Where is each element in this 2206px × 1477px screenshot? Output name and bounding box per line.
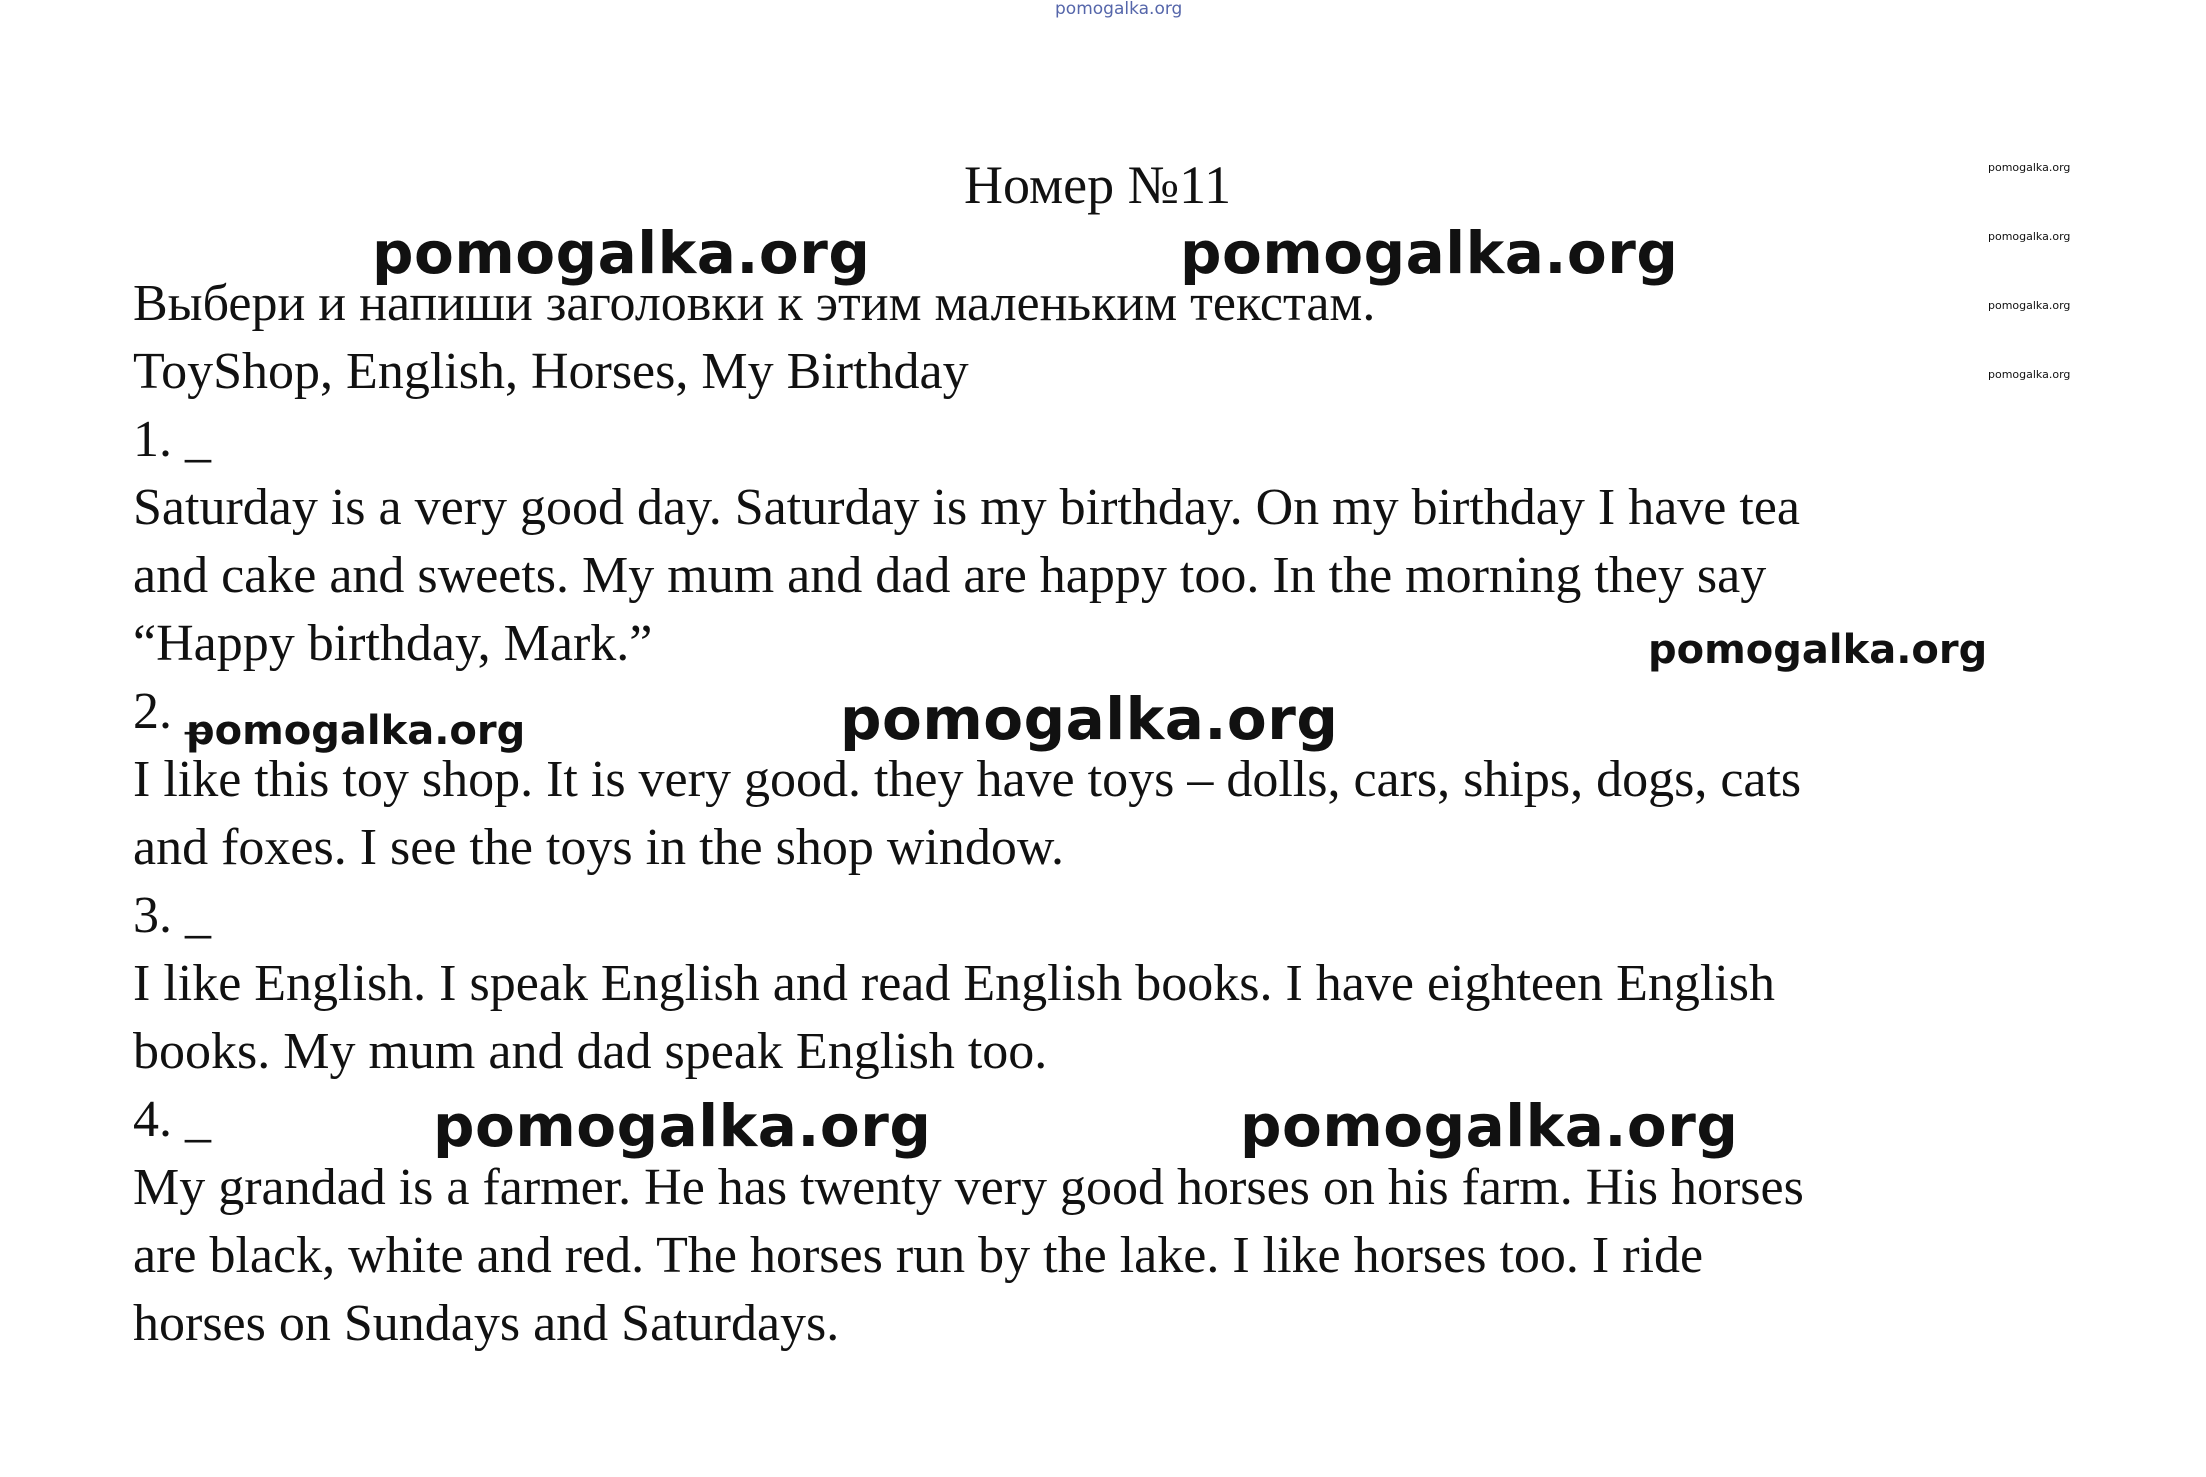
item-3-number: 3. _ <box>133 887 211 944</box>
watermark-big: pomogalka.org <box>1240 1092 1739 1160</box>
document-body <box>133 270 2113 1358</box>
item-3-text-line-1: I like English. I speak English and read English books. I have eighteen English <box>133 955 1775 1012</box>
watermark-mid: pomogalka.org <box>186 708 526 754</box>
item-3-text-line-2: books. My mum and dad speak English too. <box>133 1023 1048 1080</box>
watermark-big: pomogalka.org <box>372 219 871 287</box>
item-4-text-line-2: are black, white and red. The horses run by the lake. I like horses too. I ride <box>133 1227 1704 1284</box>
watermark-big: pomogalka.org <box>1180 219 1679 287</box>
watermark-tiny: pomogalka.org <box>1988 368 2071 381</box>
watermark-tiny: pomogalka.org <box>1988 161 2071 174</box>
watermark-tiny: pomogalka.org <box>1988 230 2071 243</box>
item-4-number: 4. _ <box>133 1091 211 1148</box>
item-2-text-line-2: and foxes. I see the toys in the shop window. <box>133 819 1065 876</box>
options-line: ToyShop, English, Horses, My Birthday <box>133 343 969 400</box>
item-4-text-line-1: My grandad is a farmer. He has twenty very good horses on his farm. His horses <box>133 1159 1804 1216</box>
header-watermark: pomogalka.org <box>1055 0 1183 19</box>
item-2-number: 2. _ <box>133 683 211 740</box>
item-1-text-line-3: “Happy birthday, Mark.” <box>133 615 653 672</box>
watermark-mid: pomogalka.org <box>1648 627 1988 673</box>
item-2-text-line-1: I like this toy shop. It is very good. they have toys – dolls, cars, ships, dogs, cats <box>133 751 1802 808</box>
watermark-big: pomogalka.org <box>840 685 1339 753</box>
watermark-big: pomogalka.org <box>433 1092 932 1160</box>
instruction-line: Выбери и напиши заголовки к этим маленьким текстам. <box>133 275 1376 332</box>
item-1-number: 1. _ <box>133 411 211 468</box>
item-4-text-line-3: horses on Sundays and Saturdays. <box>133 1295 840 1352</box>
title-text: Номер №11 <box>964 155 1232 215</box>
item-1-text-line-1: Saturday is a very good day. Saturday is my birthday. On my birthday I have tea <box>133 479 1800 536</box>
watermark-tiny: pomogalka.org <box>1988 299 2071 312</box>
item-1-text-line-2: and cake and sweets. My mum and dad are happy too. In the morning they say <box>133 547 1767 604</box>
